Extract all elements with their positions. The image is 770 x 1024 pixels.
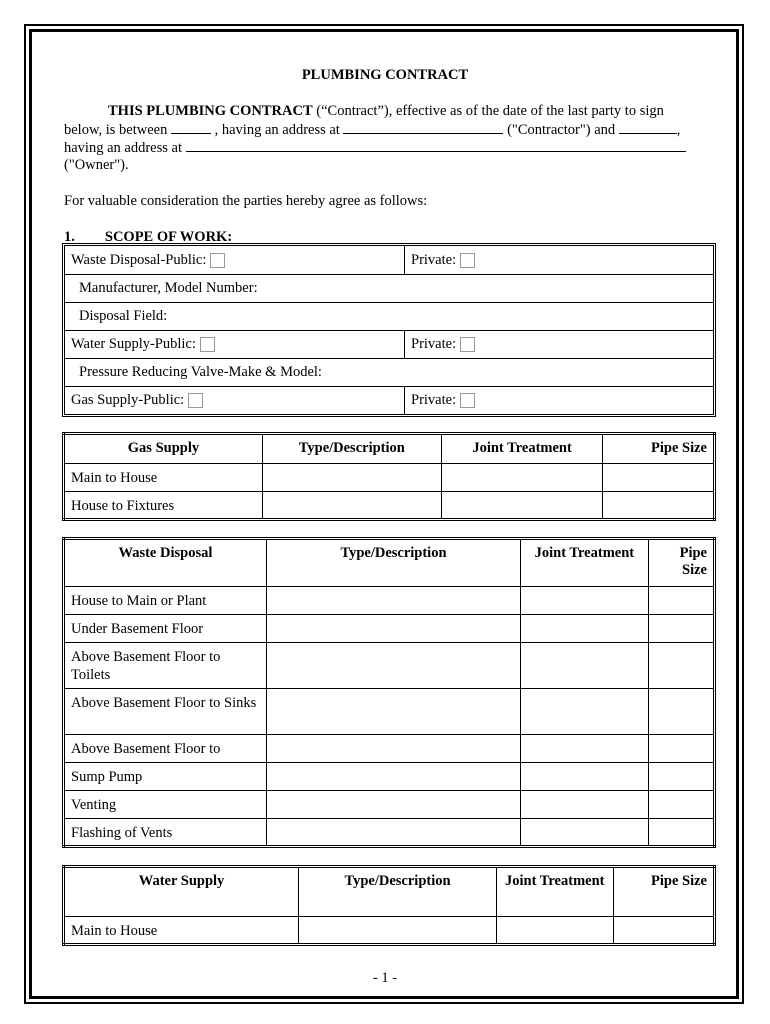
- entry-cell[interactable]: [648, 819, 714, 847]
- row-label: Flashing of Vents: [64, 819, 267, 847]
- intro-line-2: below, is between , having an address at ("Contractor") and ,: [64, 122, 681, 138]
- entry-cell[interactable]: [266, 763, 520, 791]
- scope-private-label: Private:: [411, 251, 457, 268]
- entry-cell[interactable]: [648, 587, 714, 615]
- entry-cell[interactable]: [521, 819, 649, 847]
- column-header: Pipe Size: [603, 434, 715, 464]
- private-checkbox[interactable]: [460, 393, 475, 408]
- column-header: Pipe Size: [613, 867, 714, 917]
- entry-cell[interactable]: [262, 492, 441, 520]
- column-header: Joint Treatment: [441, 434, 603, 464]
- column-header: Water Supply: [64, 867, 299, 917]
- contractor-address-blank[interactable]: [343, 120, 503, 134]
- row-label: Above Basement Floor to: [64, 735, 267, 763]
- scope-private-cell: [411, 331, 475, 358]
- column-header: Type/Description: [266, 539, 520, 587]
- row-label: Main to House: [64, 917, 299, 945]
- private-checkbox[interactable]: [460, 337, 475, 352]
- owner-address-blank[interactable]: [186, 138, 686, 152]
- intro-line1-rest: (“Contract”), effective as of the date of the last party to sign: [312, 103, 664, 119]
- public-checkbox[interactable]: [210, 253, 225, 268]
- row-label: Venting: [64, 791, 267, 819]
- scope-private-label: Private:: [411, 336, 457, 352]
- table-row: [64, 615, 715, 643]
- intro-line-1: [64, 102, 664, 120]
- row-label: Sump Pump: [64, 763, 267, 791]
- scope-row: [65, 358, 713, 386]
- column-header: Pipe Size: [648, 539, 714, 587]
- scope-row: [65, 386, 713, 414]
- scope-row: [65, 330, 713, 358]
- scope-label: Pressure Reducing Valve-Make & Model:: [79, 364, 322, 380]
- scope-private-cell: [411, 246, 475, 274]
- table-row: [64, 819, 715, 847]
- table-row: [64, 689, 715, 735]
- entry-cell[interactable]: [521, 763, 649, 791]
- table-row: [64, 492, 715, 520]
- entry-cell[interactable]: [266, 643, 520, 689]
- row-label: House to Fixtures: [64, 492, 263, 520]
- row-label: Above Basement Floor to Sinks: [64, 689, 267, 735]
- entry-cell[interactable]: [266, 615, 520, 643]
- column-header: Waste Disposal: [64, 539, 267, 587]
- entry-cell[interactable]: [521, 587, 649, 615]
- intro-line-4: ("Owner").: [64, 157, 129, 173]
- scope-public-cell: [71, 331, 405, 358]
- scope-public-label: Water Supply-Public:: [71, 336, 196, 352]
- public-checkbox[interactable]: [200, 337, 215, 352]
- scope-private-label: Private:: [411, 392, 457, 408]
- scope-row: [65, 246, 713, 274]
- table-row: [64, 735, 715, 763]
- entry-cell[interactable]: [266, 735, 520, 763]
- row-label: Under Basement Floor: [64, 615, 267, 643]
- entry-cell[interactable]: [262, 464, 441, 492]
- row-label: House to Main or Plant: [64, 587, 267, 615]
- owner-name-blank[interactable]: [619, 120, 677, 134]
- intro-line-3: having an address at: [64, 138, 686, 157]
- intro-lead: THIS PLUMBING CONTRACT: [108, 103, 313, 119]
- section-1-heading: 1. SCOPE OF WORK:: [64, 229, 233, 245]
- column-header: Type/Description: [299, 867, 497, 917]
- scope-row: [65, 302, 713, 330]
- entry-cell[interactable]: [648, 791, 714, 819]
- table-row: [64, 763, 715, 791]
- waste-disposal-table: [62, 537, 716, 848]
- party-blank[interactable]: [171, 120, 211, 134]
- document-title: PLUMBING CONTRACT: [301, 67, 469, 83]
- table-row: [64, 791, 715, 819]
- scope-public-cell: [71, 246, 405, 274]
- entry-cell[interactable]: [603, 492, 715, 520]
- scope-private-cell: [411, 387, 475, 414]
- scope-label: Disposal Field:: [79, 308, 168, 324]
- entry-cell[interactable]: [613, 917, 714, 945]
- entry-cell[interactable]: [266, 689, 520, 735]
- entry-cell[interactable]: [648, 689, 714, 735]
- gas-supply-table: [62, 432, 716, 521]
- table-row: [64, 643, 715, 689]
- consideration-text: For valuable consideration the parties hereby agree as follows:: [64, 193, 428, 209]
- entry-cell[interactable]: [648, 643, 714, 689]
- public-checkbox[interactable]: [188, 393, 203, 408]
- table-row: [64, 917, 715, 945]
- entry-cell[interactable]: [266, 791, 520, 819]
- scope-of-work-table: [62, 243, 716, 417]
- column-header: Joint Treatment: [496, 867, 613, 917]
- entry-cell[interactable]: [521, 689, 649, 735]
- scope-public-label: Waste Disposal-Public:: [71, 251, 207, 268]
- entry-cell[interactable]: [299, 917, 497, 945]
- scope-label: Manufacturer, Model Number:: [79, 280, 258, 296]
- entry-cell[interactable]: [648, 615, 714, 643]
- entry-cell[interactable]: [521, 643, 649, 689]
- entry-cell[interactable]: [521, 735, 649, 763]
- entry-cell[interactable]: [648, 763, 714, 791]
- entry-cell[interactable]: [521, 791, 649, 819]
- entry-cell[interactable]: [441, 464, 603, 492]
- private-checkbox[interactable]: [460, 253, 475, 268]
- entry-cell[interactable]: [496, 917, 613, 945]
- table-row: [64, 464, 715, 492]
- water-supply-table: [62, 865, 716, 946]
- entry-cell[interactable]: [603, 464, 715, 492]
- row-label: Main to House: [64, 464, 263, 492]
- entry-cell[interactable]: [441, 492, 603, 520]
- column-header: Gas Supply: [64, 434, 263, 464]
- page-number: - 1 -: [372, 970, 398, 986]
- table-row: [64, 587, 715, 615]
- row-label: Above Basement Floor to Toilets: [64, 643, 267, 689]
- scope-public-label: Gas Supply-Public:: [71, 392, 185, 408]
- entry-cell[interactable]: [266, 819, 520, 847]
- entry-cell[interactable]: [521, 615, 649, 643]
- scope-row: [65, 274, 713, 302]
- entry-cell[interactable]: [648, 735, 714, 763]
- column-header: Joint Treatment: [521, 539, 649, 587]
- entry-cell[interactable]: [266, 587, 520, 615]
- scope-public-cell: [71, 387, 405, 414]
- column-header: Type/Description: [262, 434, 441, 464]
